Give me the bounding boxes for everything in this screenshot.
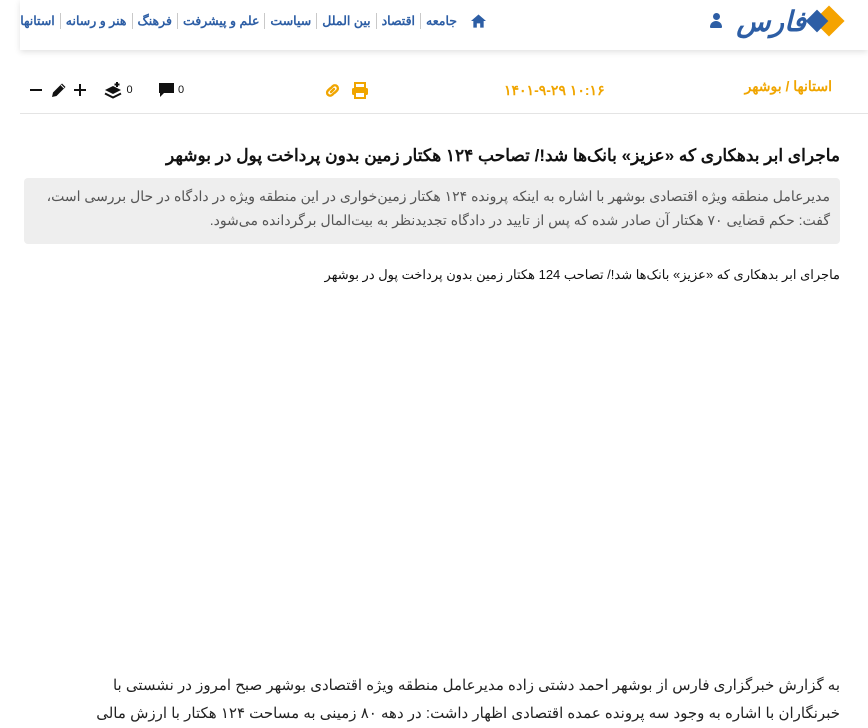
plus-icon <box>74 84 86 96</box>
site-header <box>20 0 868 50</box>
edit-button[interactable] <box>50 80 68 100</box>
user-icon[interactable] <box>710 13 722 29</box>
print-icon[interactable] <box>350 80 370 100</box>
pencil-icon <box>51 82 67 98</box>
minus-icon <box>30 88 42 92</box>
font-increase-button[interactable] <box>72 80 88 100</box>
nav-item-culture[interactable]: فرهنگ <box>132 13 177 29</box>
comment-count: 0 <box>177 84 185 96</box>
article-lead: مدیرعامل منطقه ویژه اقتصادی بوشهر با اشاره به اینکه پرونده ۱۲۴ هکتار زمین‌خواری در این منطقه ویژه در دادگاه در حال بررسی است، گفت: حکم قضایی ۷۰ هکتار آن صادر شده که پس از تایید در دادگاه تجدیدنظر به بیت‌المال برگردانده می‌شود. <box>24 178 840 244</box>
nav-item-politics[interactable]: سیاست <box>264 13 316 29</box>
nav-item-science[interactable]: علم و پیشرفت <box>177 13 264 29</box>
nav-item-art-media[interactable]: هنر و رسانه <box>60 13 132 29</box>
article-body-line: به گزارش خبرگزاری فارس از بوشهر احمد دشتی زاده مدیرعامل منطقه ویژه اقتصادی بوشهر صبح امروز در نشستی با <box>112 677 840 694</box>
nav-item-society[interactable]: جامعه <box>420 13 462 29</box>
nav-item-international[interactable]: بین الملل <box>316 13 375 29</box>
bookmark-stack-icon <box>103 81 123 99</box>
article-title: ماجرای ابر بدهکاری که «عزیز» بانک‌ها شد!/ تصاحب ۱۲۴ هکتار زمین بدون پرداخت پول در بوشهر <box>166 146 840 165</box>
breadcrumb[interactable]: استانها / بوشهر <box>744 78 832 94</box>
article-toolbar <box>20 70 868 114</box>
main-nav <box>15 10 488 32</box>
save-button[interactable] <box>100 80 136 100</box>
article-body-line: خبرنگاران با اشاره به وجود سه پرونده عمده اقتصادی اظهار داشت: در دهه ۸۰ زمینی به مساحت ۱۲۴ هکتار با ارزش مالی <box>96 705 840 722</box>
nav-item-economy[interactable]: اقتصاد <box>376 13 420 29</box>
comment-icon <box>158 82 175 98</box>
publish-datetime: ۱۴۰۱-۹-۲۹ ۱۰:۱۶ <box>504 82 605 98</box>
save-count: 0 <box>126 84 133 96</box>
article-subtitle: ماجرای ابر بدهکاری که «عزیز» بانک‌ها شد!/ تصاحب 124 هکتار زمین بدون پرداخت پول در بوشهر <box>324 267 840 282</box>
font-decrease-button[interactable] <box>28 80 44 100</box>
article-body <box>0 672 840 728</box>
home-icon[interactable] <box>468 11 488 31</box>
site-logo[interactable] <box>736 4 840 40</box>
nav-item-provinces[interactable]: استانها <box>20 14 55 28</box>
comments-button[interactable] <box>154 80 188 100</box>
link-icon[interactable] <box>322 80 342 100</box>
logo-text: فارس <box>736 5 806 38</box>
